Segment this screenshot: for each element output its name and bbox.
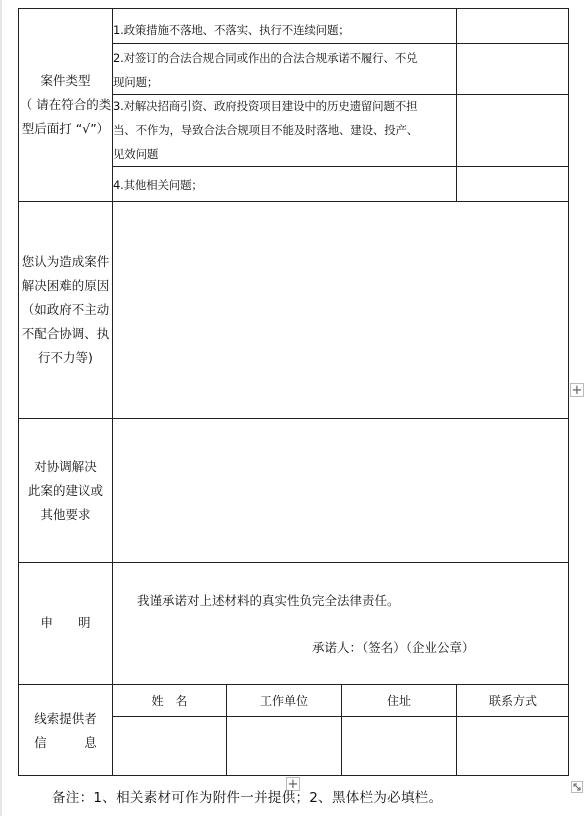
plus-icon: + bbox=[571, 383, 583, 398]
provider-label bbox=[19, 707, 112, 755]
case-option-1-check-cell[interactable] bbox=[457, 9, 569, 43]
case-option-2 bbox=[113, 46, 455, 94]
workplace-field[interactable] bbox=[227, 717, 341, 776]
label-line: 解决困难的原因 bbox=[21, 278, 110, 293]
column-header-workplace: 工作单位 bbox=[259, 694, 308, 708]
case-option-2-check-cell[interactable] bbox=[457, 44, 569, 94]
label-line: 对协调解决 bbox=[34, 459, 97, 474]
signatory-line: 承诺人：（签名）（企业公章） bbox=[312, 640, 475, 655]
option-text: 1.政策措施不落地、不落实、执行不连续问题； bbox=[113, 23, 350, 37]
label-line: 案件类型 bbox=[40, 73, 91, 88]
divider bbox=[19, 684, 569, 685]
label-line: 此案的建议或 bbox=[27, 483, 103, 498]
option-text: 3.对解决招商引资、政府投资项目建设中的历史遗留问题不担 bbox=[113, 99, 418, 113]
label-line: 线索提供者 bbox=[34, 711, 97, 726]
reason-label bbox=[19, 250, 112, 370]
page-edge bbox=[0, 0, 2, 816]
case-option-4 bbox=[113, 173, 455, 197]
name-field[interactable] bbox=[113, 717, 226, 776]
address-field[interactable] bbox=[342, 717, 456, 776]
label-line: 信 息 bbox=[34, 735, 97, 750]
column-header-contact: 联系方式 bbox=[488, 694, 537, 708]
option-text: 4.其他相关问题； bbox=[113, 178, 203, 192]
case-option-3-check-cell[interactable] bbox=[457, 95, 569, 166]
label-line: 行不力等) bbox=[38, 350, 93, 365]
option-text: 现问题； bbox=[113, 75, 159, 89]
label-line: 其他要求 bbox=[40, 507, 91, 522]
option-text: 2.对签订的合法合规合同或作出的合法合规承诺不履行、不兑 bbox=[113, 51, 418, 65]
label-line: （如政府不主动 bbox=[21, 302, 110, 317]
footer-note: 备注：1、相关素材可作为附件一并提供；2、黑体栏为必填栏。 bbox=[52, 790, 443, 806]
divider bbox=[19, 562, 569, 563]
declaration-label: 申 明 bbox=[40, 615, 91, 630]
case-option-3 bbox=[113, 94, 455, 166]
label-line: 不配合协调、执 bbox=[21, 326, 110, 341]
case-option-1 bbox=[113, 18, 455, 42]
suggestion-label bbox=[19, 455, 112, 527]
add-column-button[interactable] bbox=[570, 383, 584, 397]
case-option-4-check-cell[interactable] bbox=[457, 167, 569, 201]
resize-grip-icon[interactable] bbox=[571, 778, 583, 790]
complaint-form-table bbox=[18, 8, 569, 776]
case-type-label bbox=[19, 69, 112, 141]
column-header-address: 住址 bbox=[386, 694, 411, 708]
option-text: 当、不作为，导致合法合规项目不能及时落地、建设、投产、 bbox=[113, 123, 419, 137]
suggestion-field[interactable] bbox=[113, 419, 569, 562]
declaration-statement: 我谨承诺对上述材料的真实性负完全法律责任。 bbox=[137, 593, 400, 608]
contact-field[interactable] bbox=[457, 717, 569, 776]
plus-icon: + bbox=[287, 777, 299, 792]
reason-field[interactable] bbox=[113, 202, 569, 418]
column-header-name: 姓 名 bbox=[151, 694, 188, 708]
label-line: （ 请在符合的类 bbox=[19, 97, 112, 112]
label-line: 您认为造成案件 bbox=[21, 254, 110, 269]
option-text: 见效问题 bbox=[113, 147, 159, 161]
label-line: 型后面打 “√”） bbox=[21, 121, 110, 136]
